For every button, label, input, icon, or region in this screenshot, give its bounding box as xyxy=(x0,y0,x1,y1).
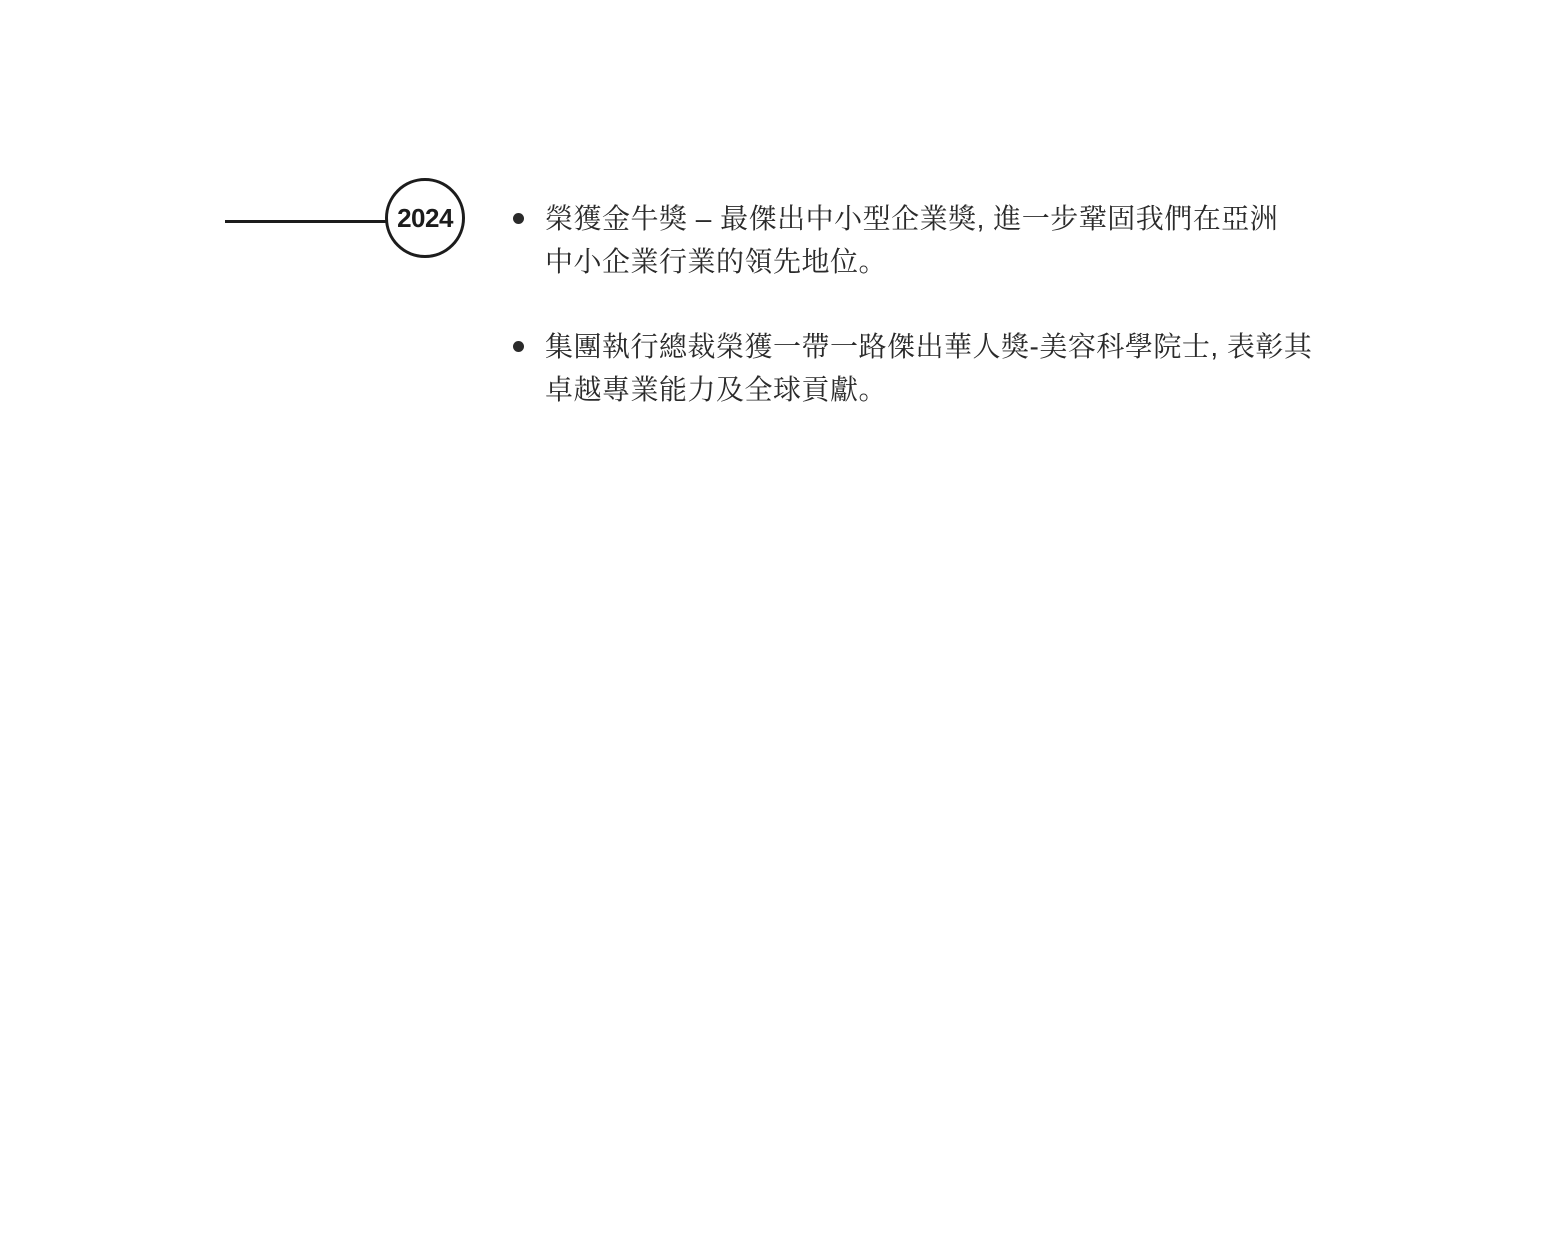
year-label: 2024 xyxy=(397,202,453,233)
milestone-text xyxy=(545,197,1278,283)
timeline-connector-line xyxy=(225,220,388,223)
list-item xyxy=(513,325,1312,411)
milestones-list xyxy=(513,197,1312,453)
milestone-text xyxy=(545,325,1312,411)
milestone-line: 集團執行總裁榮獲一帶一路傑出華人獎-美容科學院士, 表彰其 xyxy=(545,331,1313,362)
list-item xyxy=(513,197,1312,283)
year-marker-circle xyxy=(385,178,465,258)
bullet-icon xyxy=(513,213,524,224)
milestone-line: 中小企業行業的領先地位。 xyxy=(545,246,888,277)
milestone-line: 卓越專業能力及全球貢獻。 xyxy=(545,374,888,405)
milestone-line: 榮獲金牛獎 – 最傑出中小型企業獎, 進一步鞏固我們在亞洲 xyxy=(545,203,1279,234)
bullet-icon xyxy=(513,341,524,352)
